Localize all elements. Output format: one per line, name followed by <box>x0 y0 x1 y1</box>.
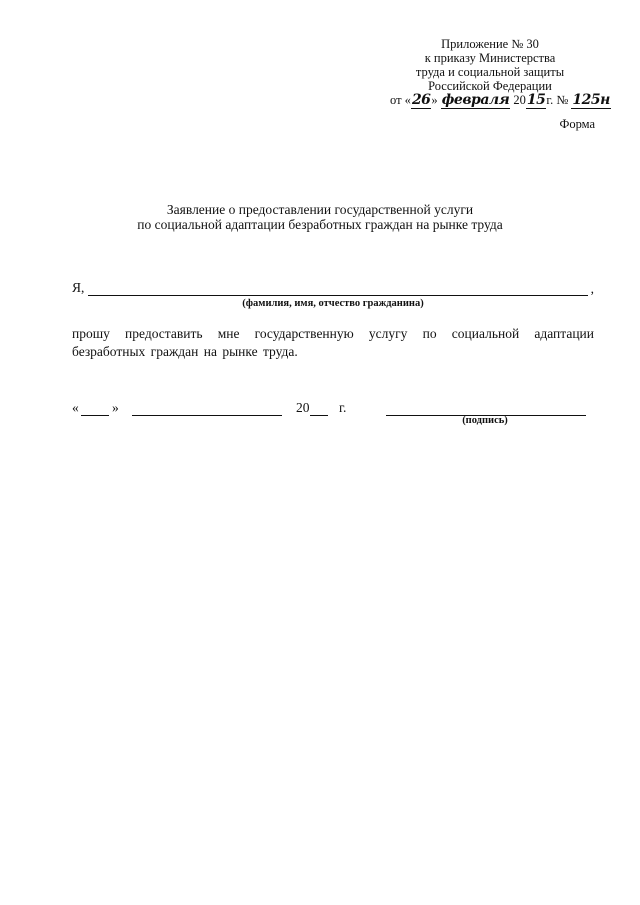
applicant-name-underline[interactable] <box>88 295 588 296</box>
appendix-line-4: Российской Федерации <box>428 79 552 93</box>
appendix-line-2: к приказу Министерства <box>424 51 556 65</box>
year-label: г. № <box>546 93 569 107</box>
signature-date-block <box>72 398 592 416</box>
appendix-line-3: труда и социальной защиты <box>415 65 565 79</box>
year-prefix: 20 <box>513 93 526 107</box>
date-prefix: от « <box>390 93 411 107</box>
form-label: Форма <box>559 117 595 131</box>
order-year: 15 <box>526 92 546 108</box>
year-blank[interactable] <box>310 403 328 416</box>
applicant-prefix: Я, <box>72 280 85 295</box>
applicant-name-field[interactable] <box>72 280 594 298</box>
title-line-1: Заявление о предоставлении государственной услуги <box>166 202 474 217</box>
month-blank[interactable] <box>132 403 282 416</box>
signature-caption: (подпись) <box>462 415 508 426</box>
year-prefix-sign: 20 <box>296 400 310 415</box>
order-number: 125н <box>572 92 610 108</box>
day-blank[interactable] <box>81 403 109 416</box>
applicant-suffix: , <box>590 281 594 296</box>
close-quote: » <box>112 400 119 415</box>
date-mid: » <box>431 93 438 107</box>
request-paragraph: прошу предоставить мне государственную услугу по социальной адаптации безработных граждан на рынке труда. <box>72 326 594 359</box>
applicant-name-caption: (фамилия, имя, отчество гражданина) <box>242 298 424 309</box>
open-quote: « <box>72 400 79 415</box>
appendix-header <box>390 37 610 108</box>
year-suffix-sign: г. <box>339 400 347 415</box>
document-title <box>0 202 640 232</box>
order-month: февраля <box>441 92 510 108</box>
title-line-2: по социальной адаптации безработных граждан на рынке труда <box>137 217 503 232</box>
order-date-line <box>390 92 610 108</box>
order-day: 26 <box>411 92 431 108</box>
appendix-line-1: Приложение № 30 <box>441 37 539 51</box>
